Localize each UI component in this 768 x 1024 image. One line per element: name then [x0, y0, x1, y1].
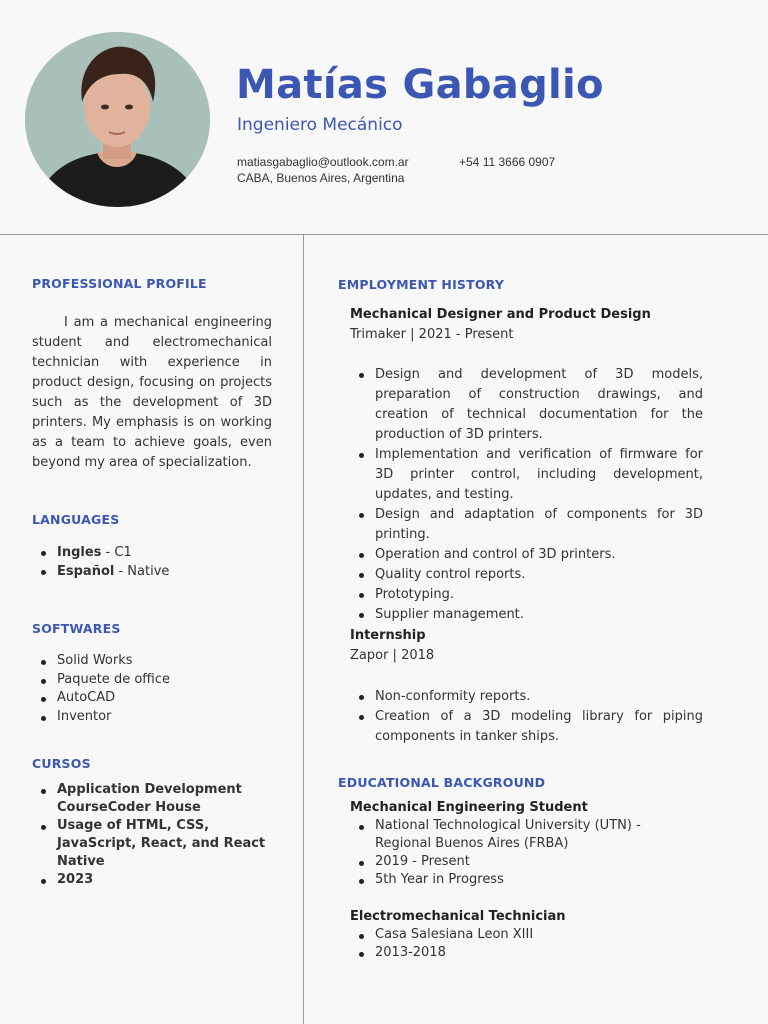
candidate-name: Matías Gabaglio [236, 62, 604, 108]
list-item: 2023 [32, 871, 267, 889]
list-item: Inventor [32, 708, 272, 727]
job2-title: Internship [350, 628, 426, 643]
list-item: Ingles - C1 [32, 543, 272, 562]
profile-heading: PROFESSIONAL PROFILE [32, 276, 207, 291]
edu2-title: Electromechanical Technician [350, 909, 566, 924]
softwares-heading: SOFTWARES [32, 621, 121, 636]
list-item: 2013-2018 [350, 944, 670, 962]
education-heading: EDUCATIONAL BACKGROUND [338, 775, 546, 790]
languages-heading: LANGUAGES [32, 512, 120, 527]
list-item: Español - Native [32, 562, 272, 581]
list-item: Implementation and verification of firmware for 3D printer control, including development, updates, and testing. [350, 445, 703, 505]
job1-company: Trimaker | 2021 - Present [350, 327, 514, 342]
edu2-details [350, 926, 670, 962]
languages-list [32, 543, 272, 581]
job1-title: Mechanical Designer and Product Design [350, 307, 651, 322]
list-item: 2019 - Present [350, 853, 670, 871]
list-item: Operation and control of 3D printers. [350, 545, 703, 565]
list-item: Design and development of 3D models, preparation of construction drawings, and creation of technical documentation for the production of 3D printers. [350, 365, 703, 445]
list-item: Quality control reports. [350, 565, 703, 585]
list-item: Design and adaptation of components for 3D printing. [350, 505, 703, 545]
job-title: Ingeniero Mecánico [237, 115, 403, 135]
job1-duties [350, 365, 703, 625]
employment-heading: EMPLOYMENT HISTORY [338, 277, 505, 292]
job2-duties [350, 687, 703, 747]
cursos-heading: CURSOS [32, 756, 91, 771]
list-item: Solid Works [32, 652, 272, 671]
list-item: Paquete de office [32, 671, 272, 690]
list-item: Application Development CourseCoder House [32, 781, 267, 817]
edu1-details [350, 817, 670, 889]
list-item: Prototyping. [350, 585, 703, 605]
list-item: Supplier management. [350, 605, 703, 625]
header-divider [0, 234, 768, 235]
softwares-list [32, 652, 272, 726]
list-item: 5th Year in Progress [350, 871, 670, 889]
list-item: Usage of HTML, CSS, JavaScript, React, and React Native [32, 817, 267, 871]
profile-photo [25, 32, 210, 207]
profile-text: I am a mechanical engineering student and electromechanical technician with experience in product design, focusing on projects such as the development of 3D printers. My emphasis is on working as a team to achieve goals, even beyond my area of specialization. [32, 315, 272, 470]
cursos-list [32, 781, 267, 889]
job2-company: Zapor | 2018 [350, 648, 435, 663]
email-text: matiasgabaglio@outlook.com.ar [237, 155, 409, 169]
column-divider [303, 234, 304, 1024]
list-item: National Technological University (UTN) - Regional Buenos Aires (FRBA) [350, 817, 670, 853]
location-text: CABA, Buenos Aires, Argentina [237, 171, 405, 185]
edu1-title: Mechanical Engineering Student [350, 800, 588, 815]
list-item: Creation of a 3D modeling library for piping components in tanker ships. [350, 707, 703, 747]
list-item: AutoCAD [32, 689, 272, 708]
phone-text: +54 11 3666 0907 [459, 155, 556, 169]
list-item: Casa Salesiana Leon XIII [350, 926, 670, 944]
list-item: Non-conformity reports. [350, 687, 703, 707]
